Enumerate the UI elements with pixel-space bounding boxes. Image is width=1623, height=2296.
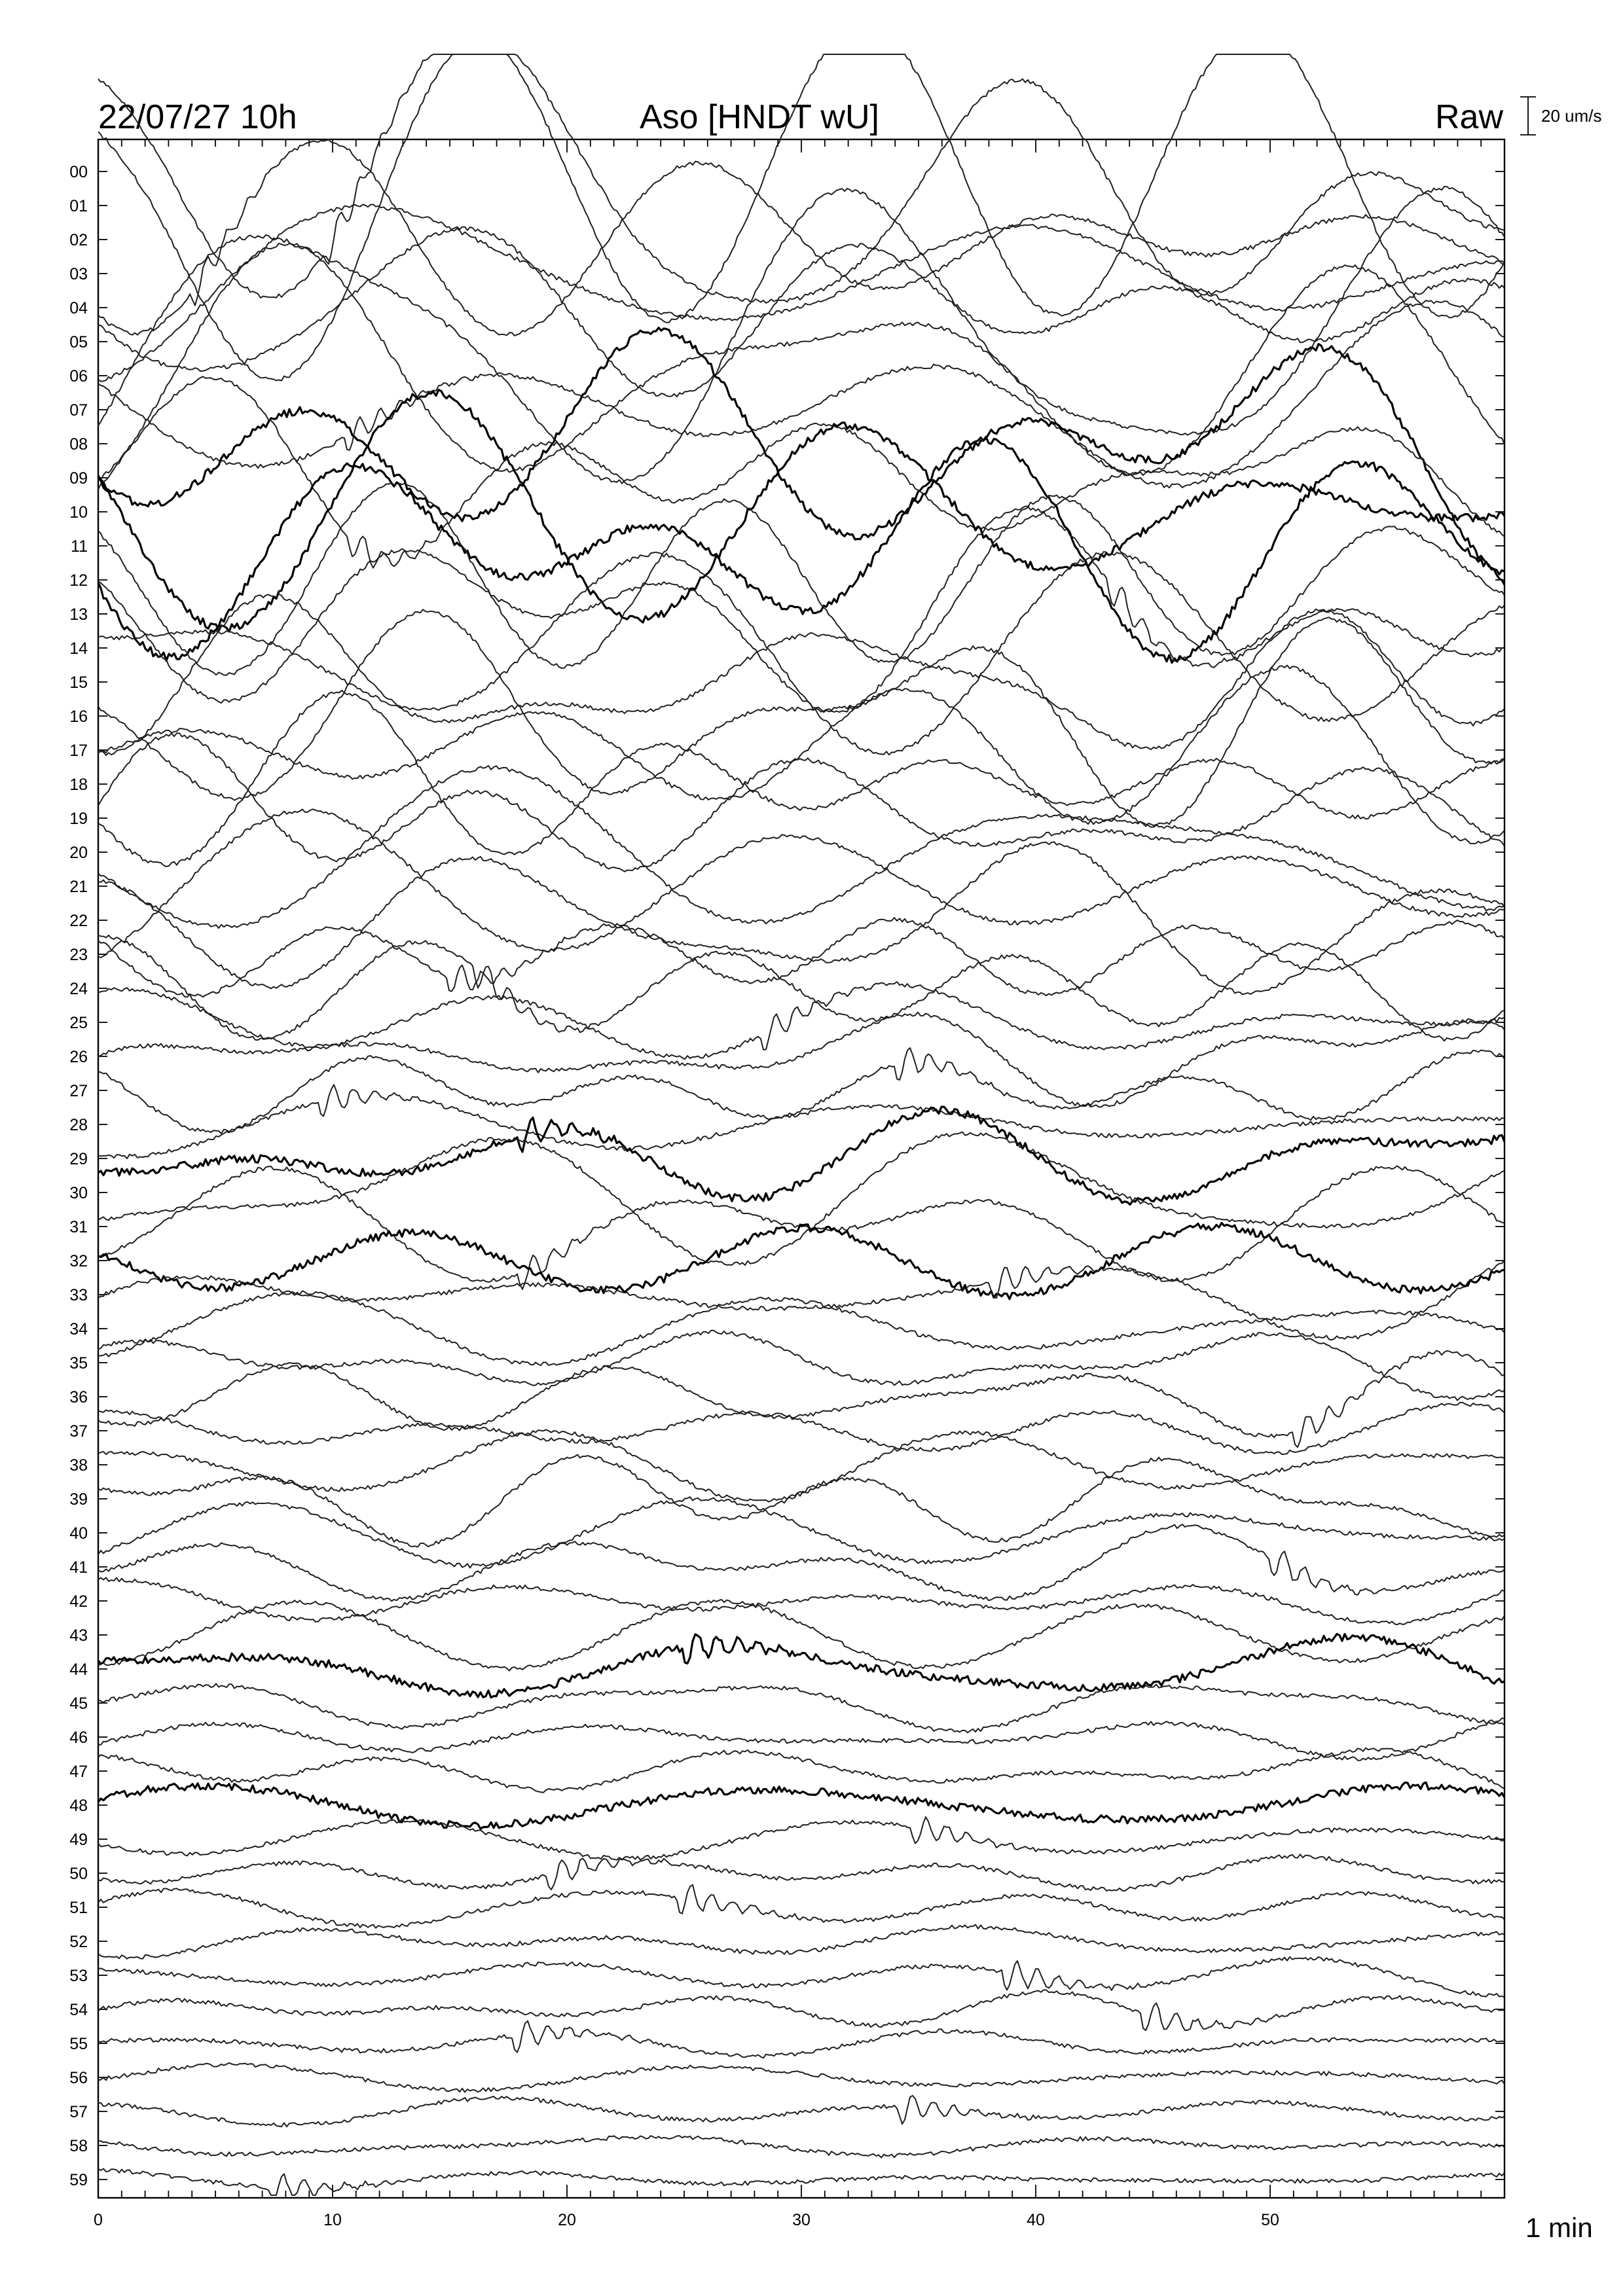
trace-row-46 <box>98 1718 1504 1760</box>
trace-row-54 <box>98 1990 1504 2030</box>
row-label: 37 <box>69 1422 88 1441</box>
x-tick-label: 40 <box>1027 2211 1045 2229</box>
row-label: 06 <box>69 367 88 386</box>
row-label: 53 <box>69 1967 88 1985</box>
x-tick-label: 50 <box>1261 2211 1279 2229</box>
trace-row-32 <box>98 1223 1504 1299</box>
row-label: 16 <box>69 708 88 726</box>
row-label: 09 <box>69 469 88 488</box>
row-label: 38 <box>69 1456 88 1475</box>
trace-row-36 <box>98 1351 1504 1448</box>
trace-row-37 <box>98 1403 1504 1454</box>
trace-row-28 <box>98 1085 1504 1158</box>
row-label: 34 <box>69 1320 88 1338</box>
row-label: 54 <box>69 2001 88 2019</box>
trace-row-24 <box>98 935 1504 1041</box>
date-label: 22/07/27 10h <box>98 98 297 136</box>
trace-row-23 <box>98 918 1504 997</box>
row-label: 57 <box>69 2103 88 2121</box>
trace-row-49 <box>98 1817 1504 1860</box>
trace-row-30 <box>98 1132 1504 1266</box>
row-label: 25 <box>69 1014 88 1032</box>
trace-row-35 <box>98 1331 1504 1401</box>
trace-row-47 <box>98 1748 1504 1793</box>
trace-row-51 <box>98 1885 1504 1928</box>
trace-row-16 <box>98 609 1504 827</box>
row-label: 39 <box>69 1490 88 1509</box>
row-label: 12 <box>69 571 88 590</box>
row-label: 18 <box>69 776 88 794</box>
row-labels <box>69 163 88 2189</box>
trace-row-26 <box>98 1013 1504 1107</box>
trace-row-00 <box>98 54 1504 323</box>
row-label: 33 <box>69 1286 88 1304</box>
x-tick-label: 0 <box>94 2211 103 2229</box>
time-axis-label: 1 min <box>1525 2212 1593 2243</box>
row-label: 19 <box>69 810 88 828</box>
row-label: 44 <box>69 1660 88 1679</box>
trace-row-17 <box>98 666 1504 844</box>
trace-row-11 <box>98 437 1504 662</box>
row-label: 51 <box>69 1899 88 1917</box>
row-label: 35 <box>69 1354 88 1372</box>
row-label: 01 <box>69 197 88 215</box>
row-label: 15 <box>69 673 88 692</box>
trace-row-45 <box>98 1683 1504 1732</box>
row-label: 42 <box>69 1592 88 1611</box>
x-tick-label: 10 <box>323 2211 342 2229</box>
row-label: 45 <box>69 1695 88 1713</box>
trace-row-40 <box>98 1497 1504 1568</box>
trace-row-58 <box>98 2136 1504 2157</box>
seismic-traces <box>98 54 1504 2195</box>
row-label: 49 <box>69 1831 88 1849</box>
row-label: 29 <box>69 1150 88 1168</box>
row-label: 04 <box>69 299 88 317</box>
trace-row-02 <box>98 140 1504 336</box>
trace-row-41 <box>98 1524 1504 1601</box>
row-label: 41 <box>69 1558 88 1577</box>
trace-row-20 <box>98 766 1504 928</box>
row-label: 43 <box>69 1626 88 1645</box>
trace-row-55 <box>98 2021 1504 2058</box>
trace-row-48 <box>98 1782 1504 1829</box>
row-label: 46 <box>69 1729 88 1747</box>
station-title: Aso [HNDT wU] <box>640 98 879 136</box>
row-label: 31 <box>69 1218 88 1236</box>
row-label: 13 <box>69 605 88 624</box>
row-label: 22 <box>69 912 88 930</box>
row-label: 50 <box>69 1865 88 1883</box>
trace-row-29 <box>98 1107 1504 1204</box>
row-label: 30 <box>69 1184 88 1202</box>
trace-row-21 <box>98 809 1504 958</box>
row-label: 05 <box>69 333 88 351</box>
row-label: 17 <box>69 742 88 760</box>
row-label: 10 <box>69 503 88 522</box>
row-label: 36 <box>69 1388 88 1407</box>
row-label: 28 <box>69 1116 88 1134</box>
trace-row-10 <box>98 390 1504 632</box>
amplitude-scale-bar <box>1520 97 1602 135</box>
row-label: 52 <box>69 1933 88 1951</box>
x-tick-label: 20 <box>558 2211 576 2229</box>
row-label: 08 <box>69 435 88 454</box>
trace-row-25 <box>98 982 1504 1059</box>
trace-row-39 <box>98 1455 1504 1547</box>
trace-row-57 <box>98 2096 1504 2126</box>
row-label: 32 <box>69 1252 88 1270</box>
trace-row-12 <box>98 482 1504 675</box>
trace-row-09 <box>98 376 1504 567</box>
trace-row-50 <box>98 1854 1504 1891</box>
row-label: 20 <box>69 844 88 862</box>
trace-row-52 <box>98 1925 1504 1959</box>
mode-label: Raw <box>1434 98 1503 136</box>
trace-row-07 <box>98 300 1504 488</box>
trace-row-05 <box>98 187 1504 484</box>
row-label: 14 <box>69 639 88 658</box>
row-label: 11 <box>71 537 88 556</box>
row-label: 59 <box>69 2171 88 2189</box>
row-label: 21 <box>69 878 88 896</box>
trace-row-44 <box>98 1634 1504 1698</box>
row-label: 58 <box>69 2137 88 2155</box>
row-label: 47 <box>69 1763 88 1781</box>
trace-row-27 <box>98 1048 1504 1134</box>
row-label: 55 <box>69 2035 88 2053</box>
trace-row-53 <box>98 1957 1504 1998</box>
row-label: 27 <box>69 1082 88 1100</box>
trace-row-56 <box>98 2063 1504 2092</box>
trace-row-34 <box>98 1291 1504 1365</box>
scale-bar-label: 20 um/s <box>1541 106 1602 126</box>
row-label: 56 <box>69 2069 88 2087</box>
row-label: 48 <box>69 1797 88 1815</box>
row-label: 03 <box>69 265 88 283</box>
trace-row-03 <box>98 204 1504 381</box>
trace-row-18 <box>98 691 1504 867</box>
row-label: 00 <box>69 163 88 181</box>
row-label: 07 <box>69 401 88 420</box>
trace-row-15 <box>98 594 1504 755</box>
trace-row-04 <box>98 227 1504 397</box>
row-label: 24 <box>69 980 88 998</box>
x-tick-label: 30 <box>792 2211 811 2229</box>
x-axis-tick-labels <box>94 2211 1279 2229</box>
row-label: 02 <box>69 231 88 249</box>
row-label: 26 <box>69 1048 88 1066</box>
row-label: 40 <box>69 1524 88 1543</box>
trace-row-42 <box>98 1577 1504 1624</box>
row-label: 23 <box>69 946 88 964</box>
